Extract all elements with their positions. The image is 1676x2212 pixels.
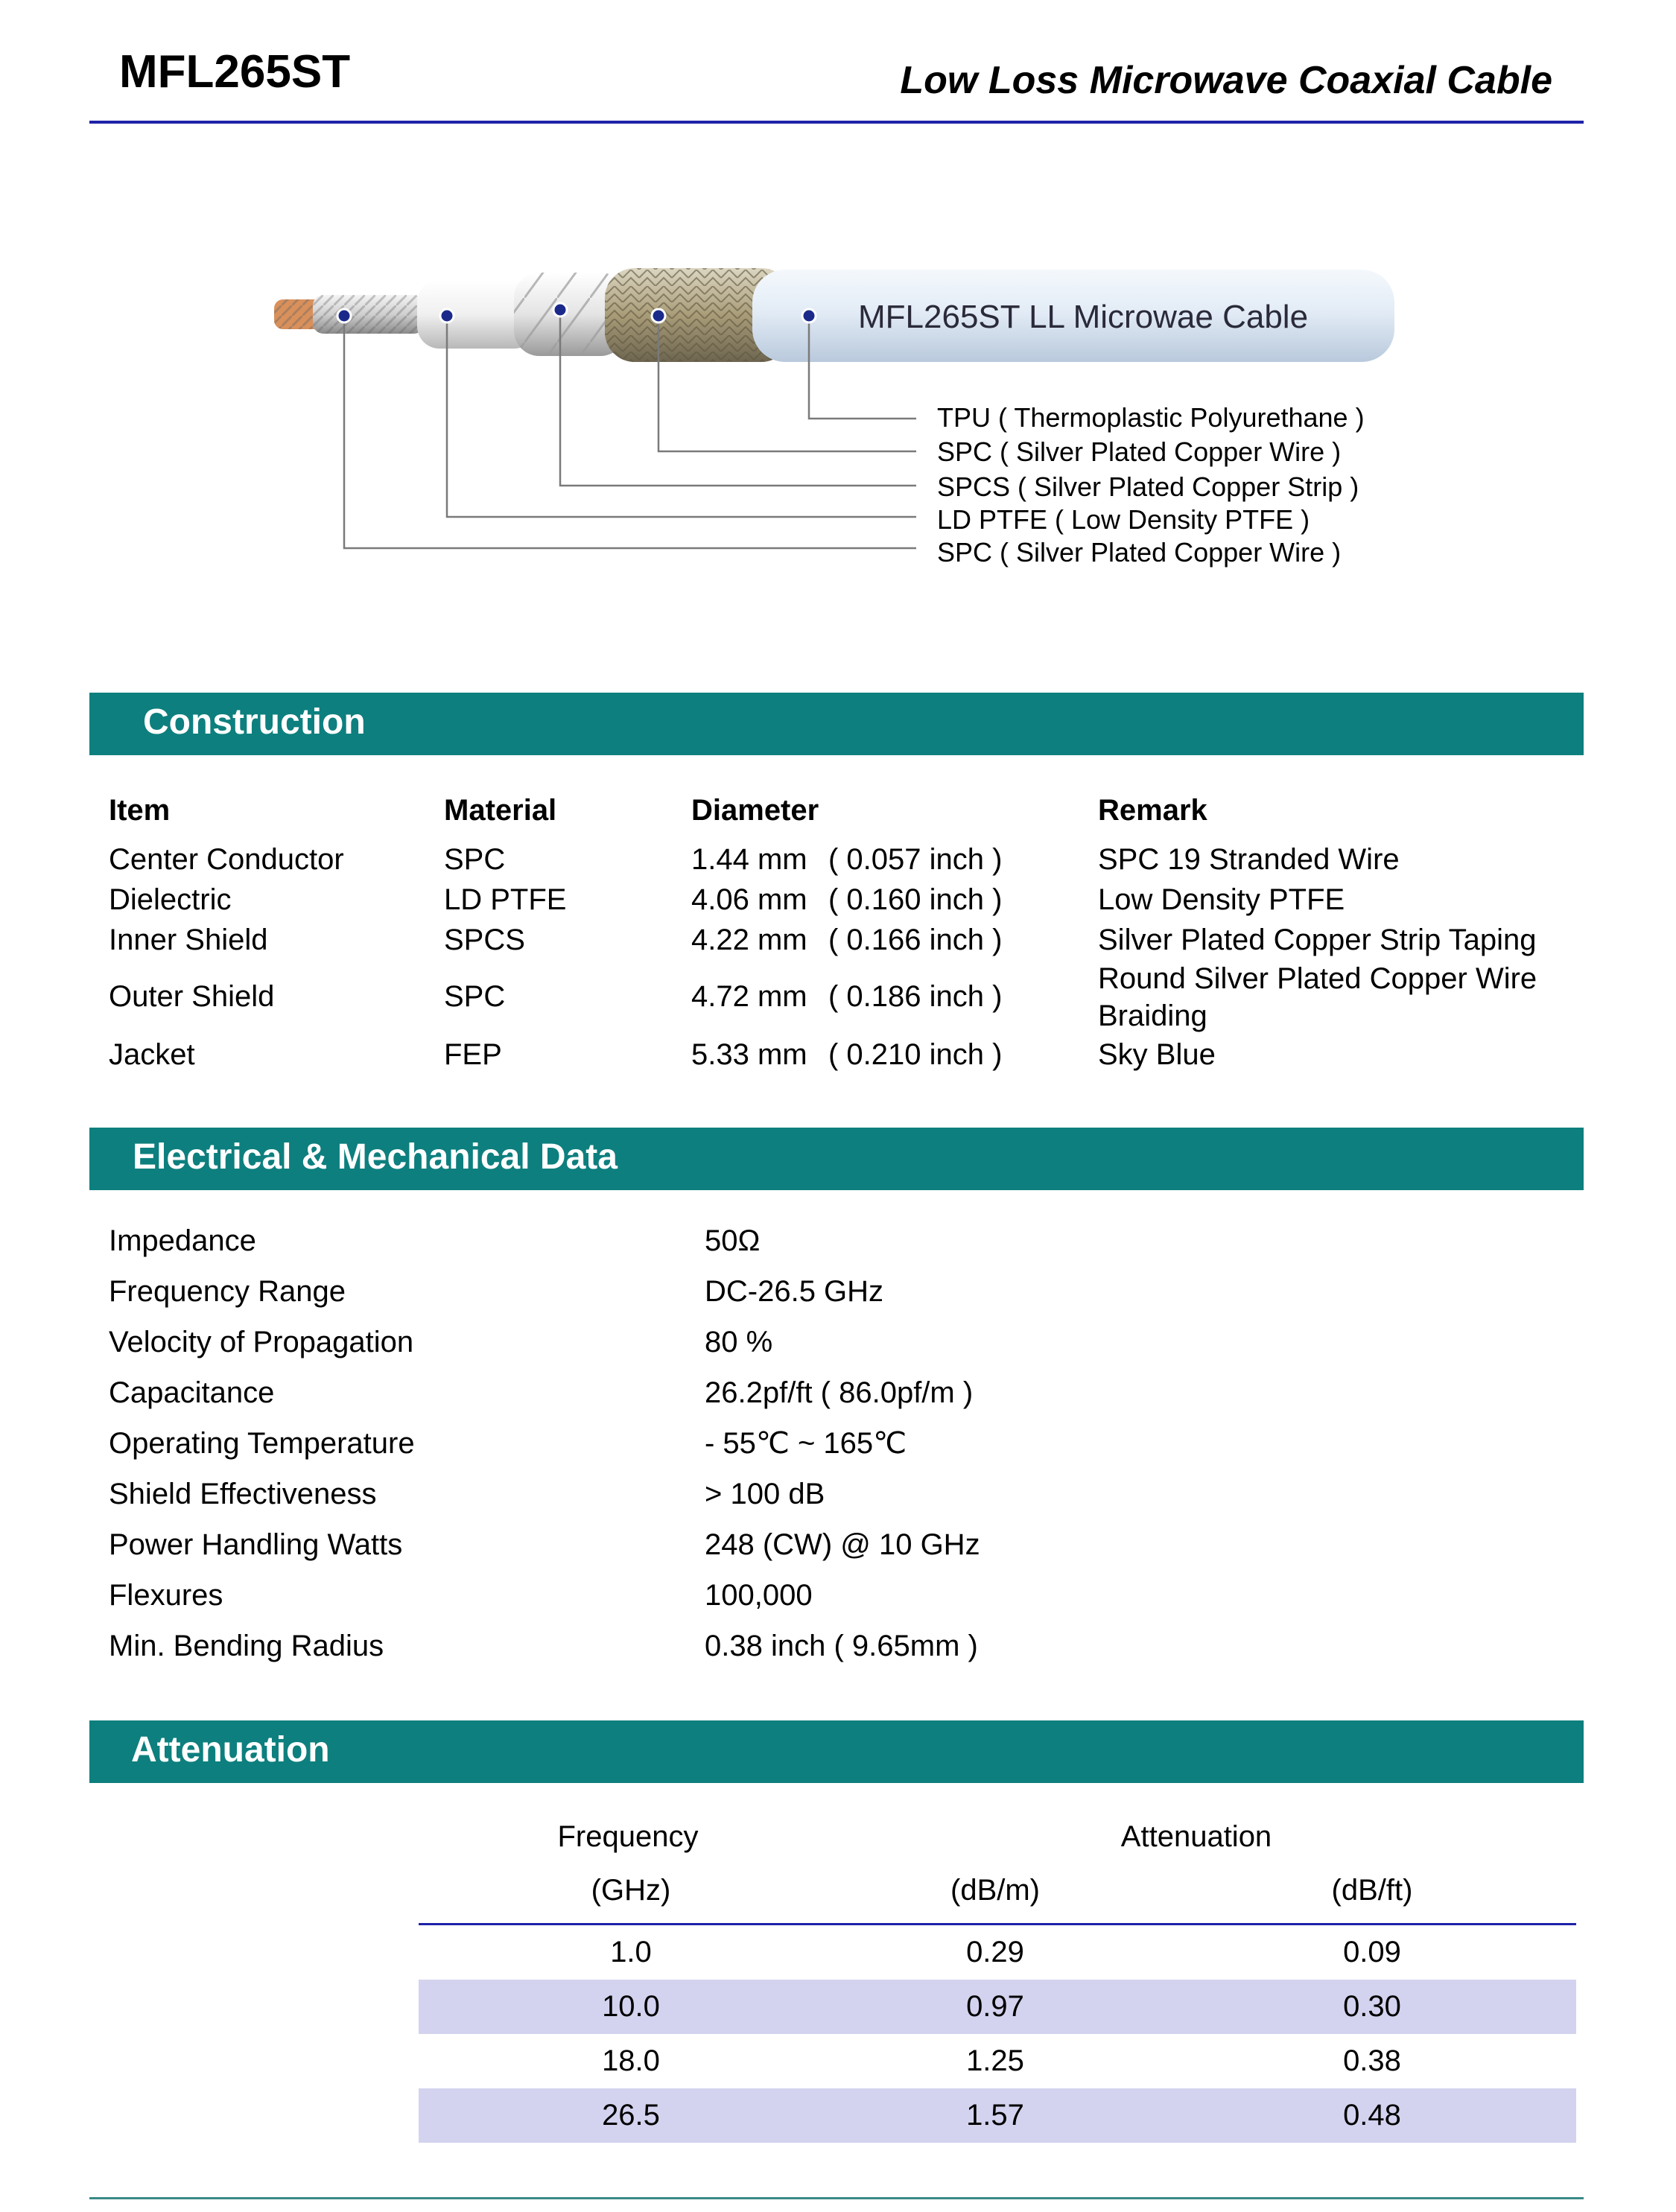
table-row-item: Outer Shield xyxy=(109,980,275,1013)
section-construction-title: Construction xyxy=(143,702,366,742)
cell-frequency: 18.0 xyxy=(602,2044,660,2077)
table-row-diameter-inch: ( 0.057 inch ) xyxy=(828,843,1003,876)
col-header-item: Item xyxy=(109,794,171,827)
cell-frequency: 10.0 xyxy=(602,1990,660,2023)
section-electrical xyxy=(89,1128,1584,1190)
spec-label: Frequency Range xyxy=(109,1275,346,1308)
cell-db-per-m: 1.25 xyxy=(966,2044,1024,2077)
table-row-remark-line2: Braiding xyxy=(1098,999,1207,1032)
spec-value: DC-26.5 GHz xyxy=(705,1275,884,1308)
spec-value: - 55℃ ~ 165℃ xyxy=(705,1427,907,1460)
table-row-item: Center Conductor xyxy=(109,843,344,876)
table-row-diameter-inch: ( 0.186 inch ) xyxy=(828,980,1003,1013)
cable-print-text: MFL265ST LL Microwae Cable xyxy=(858,299,1309,335)
col-header-attenuation: Attenuation xyxy=(1120,1820,1272,1853)
table-row xyxy=(419,1980,1576,2034)
table-row-diameter-mm: 4.22 mm xyxy=(691,924,807,956)
spec-label: Flexures xyxy=(109,1579,223,1612)
table-row-material: LD PTFE xyxy=(444,883,567,916)
spec-value: > 100 dB xyxy=(705,1478,825,1510)
table-row-diameter-inch: ( 0.160 inch ) xyxy=(828,883,1003,916)
table-row-diameter-mm: 1.44 mm xyxy=(691,843,807,876)
spec-value: 0.38 inch ( 9.65mm ) xyxy=(705,1630,978,1662)
section-construction xyxy=(89,693,1584,755)
table-row-item: Dielectric xyxy=(109,883,232,916)
label-center-conductor: SPC ( Silver Plated Copper Wire ) xyxy=(937,537,1342,568)
cell-db-per-m: 1.57 xyxy=(966,2099,1024,2132)
label-jacket: TPU ( Thermoplastic Polyurethane ) xyxy=(937,402,1365,433)
table-row-diameter-mm: 4.72 mm xyxy=(691,980,807,1013)
section-attenuation xyxy=(89,1720,1584,1783)
table-row-remark: Round Silver Plated Copper Wire xyxy=(1098,962,1537,995)
table-row-remark: Low Density PTFE xyxy=(1098,883,1345,916)
table-row-diameter-inch: ( 0.210 inch ) xyxy=(828,1038,1003,1071)
cell-frequency: 26.5 xyxy=(602,2099,660,2132)
label-outer-shield: SPC ( Silver Plated Copper Wire ) xyxy=(937,436,1342,467)
table-row-remark: Sky Blue xyxy=(1098,1038,1216,1071)
table-row-diameter-mm: 4.06 mm xyxy=(691,883,807,916)
spec-label: Velocity of Propagation xyxy=(109,1326,414,1358)
spec-value: 50Ω xyxy=(705,1224,761,1257)
cable-cross-section-figure xyxy=(0,253,1676,596)
cell-db-per-m: 0.29 xyxy=(966,1936,1024,1968)
cell-db-per-ft: 0.09 xyxy=(1343,1936,1401,1968)
header-divider xyxy=(89,121,1584,124)
table-row xyxy=(419,2088,1576,2143)
table-row-material: SPC xyxy=(444,843,506,876)
table-row-item: Inner Shield xyxy=(109,924,268,956)
col-header-material: Material xyxy=(444,794,557,827)
table-row-remark: Silver Plated Copper Strip Taping xyxy=(1098,924,1537,956)
cell-frequency: 1.0 xyxy=(610,1936,652,1968)
spec-label: Impedance xyxy=(109,1224,256,1257)
cell-db-per-ft: 0.48 xyxy=(1343,2099,1401,2132)
table-row xyxy=(419,1925,1576,1980)
spec-value: 248 (CW) @ 10 GHz xyxy=(705,1528,980,1561)
footer-divider xyxy=(89,2197,1584,2199)
section-attenuation-title: Attenuation xyxy=(131,1730,330,1770)
cable-illustration xyxy=(0,253,1676,596)
cell-db-per-ft: 0.30 xyxy=(1343,1990,1401,2023)
document-subtitle: Low Loss Microwave Coaxial Cable xyxy=(900,59,1552,102)
spec-value: 80 % xyxy=(705,1326,773,1358)
unit-ghz: (GHz) xyxy=(591,1874,671,1907)
table-row-material: SPCS xyxy=(444,924,525,956)
cell-db-per-ft: 0.38 xyxy=(1343,2044,1401,2077)
label-inner-shield: SPCS ( Silver Plated Copper Strip ) xyxy=(937,471,1359,502)
table-row xyxy=(419,2034,1576,2088)
spec-label: Min. Bending Radius xyxy=(109,1630,384,1662)
spec-value: 26.2pf/ft ( 86.0pf/m ) xyxy=(705,1376,974,1409)
spec-label: Power Handling Watts xyxy=(109,1528,403,1561)
spec-label: Shield Effectiveness xyxy=(109,1478,377,1510)
table-row-item: Jacket xyxy=(109,1038,195,1071)
section-electrical-title: Electrical & Mechanical Data xyxy=(133,1137,618,1177)
col-header-diameter: Diameter xyxy=(691,794,819,827)
table-row-diameter-inch: ( 0.166 inch ) xyxy=(828,924,1003,956)
table-row-diameter-mm: 5.33 mm xyxy=(691,1038,807,1071)
spec-label: Operating Temperature xyxy=(109,1427,415,1460)
table-row-material: SPC xyxy=(444,980,506,1013)
spec-label: Capacitance xyxy=(109,1376,275,1409)
spec-value: 100,000 xyxy=(705,1579,813,1612)
col-header-frequency: Frequency xyxy=(557,1820,699,1853)
cell-db-per-m: 0.97 xyxy=(966,1990,1024,2023)
label-dielectric: LD PTFE ( Low Density PTFE ) xyxy=(937,504,1310,535)
unit-db-per-ft: (dB/ft) xyxy=(1331,1874,1413,1907)
table-row-remark: SPC 19 Stranded Wire xyxy=(1098,843,1400,876)
unit-db-per-m: (dB/m) xyxy=(950,1874,1040,1907)
table-row-material: FEP xyxy=(444,1038,502,1071)
document-title: MFL265ST xyxy=(119,46,351,98)
col-header-remark: Remark xyxy=(1098,794,1207,827)
